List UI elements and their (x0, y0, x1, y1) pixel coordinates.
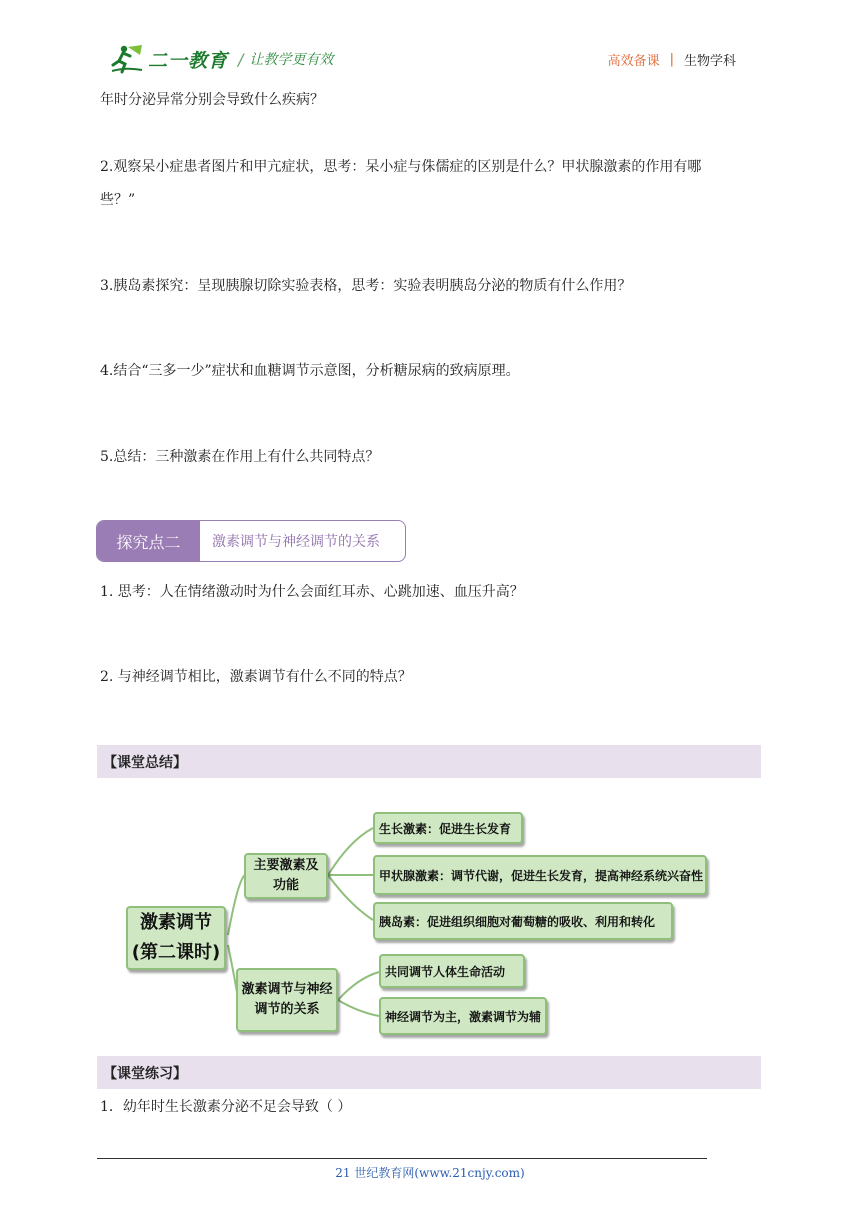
question-2-line2: 些？” (100, 192, 136, 208)
mindmap-branch1-line1: 主要激素及 (253, 858, 319, 873)
question-2-line1: 2.观察呆小症患者图片和甲亢症状，思考：呆小症与侏儒症的区别是什么？甲状腺激素的作用有哪 (100, 159, 702, 175)
mindmap-leaf-nerve-primary: 神经调节为主，激素调节为辅 (379, 997, 547, 1035)
summary-heading: 【课堂总结】 (97, 745, 761, 778)
header-separator: | (669, 52, 674, 67)
mindmap-root (126, 906, 226, 970)
mindmap-branch2-line1: 激素调节与神经 (241, 982, 333, 997)
header-label-subject: 生物学科 (683, 54, 736, 69)
mindmap-root-line2: (第二课时) (131, 942, 221, 963)
mindmap-branch-hormones (244, 853, 328, 899)
inquiry-banner-label: 探究点二 (97, 521, 200, 561)
inquiry-banner (96, 520, 406, 562)
question-4: 4.结合“三多一少”症状和血糖调节示意图，分析糖尿病的致病原理。 (100, 363, 520, 379)
mindmap-branch-relationship (236, 968, 338, 1032)
footer-text: 21 世纪教育网(www.21cnjy.com) (335, 1166, 525, 1180)
runner-logo-icon (110, 43, 144, 75)
practice-heading: 【课堂练习】 (97, 1056, 761, 1089)
mindmap-leaf-growth-hormone: 生长激素：促进生长发育 (373, 812, 523, 844)
inquiry-banner-title: 激素调节与神经调节的关系 (212, 534, 380, 550)
practice-question-1: 1．幼年时生长激素分泌不足会导致（ ） (100, 1099, 352, 1115)
mindmap-root-line1: 激素调节 (139, 912, 212, 933)
mindmap-leaf-co-regulation: 共同调节人体生命活动 (379, 954, 525, 988)
mindmap-leaf-thyroid-hormone: 甲状腺激素：调节代谢，促进生长发育，提高神经系统兴奋性 (373, 855, 707, 895)
mindmap-branch1-line2: 功能 (272, 878, 299, 893)
question-1-tail: 年时分泌异常分别会导致什么疾病？ (100, 92, 324, 108)
logo-text: 二一教育 (148, 49, 229, 72)
header-subject (608, 50, 736, 69)
question-3: 3.胰岛素探究：呈现胰腺切除实验表格，思考：实验表明胰岛分泌的物质有什么作用？ (100, 278, 632, 294)
mindmap-leaf-insulin: 胰岛素：促进组织细胞对葡萄糖的吸收、利用和转化 (373, 902, 673, 940)
mindmap-branch2-line2: 调节的关系 (254, 1002, 320, 1017)
question-5: 5.总结：三种激素在作用上有什么共同特点？ (100, 449, 380, 465)
inquiry2-question-1: 1. 思考：人在情绪激动时为什么会面红耳赤、心跳加速、血压升高？ (100, 584, 524, 600)
logo-slash: / (238, 49, 244, 69)
logo-slogan: 让教学更有效 (249, 52, 334, 68)
header-logo (110, 42, 333, 76)
inquiry2-question-2: 2. 与神经调节相比，激素调节有什么不同的特点？ (100, 669, 412, 685)
header-label-efficient-prep: 高效备课 (607, 54, 660, 69)
footer-divider (97, 1158, 707, 1159)
